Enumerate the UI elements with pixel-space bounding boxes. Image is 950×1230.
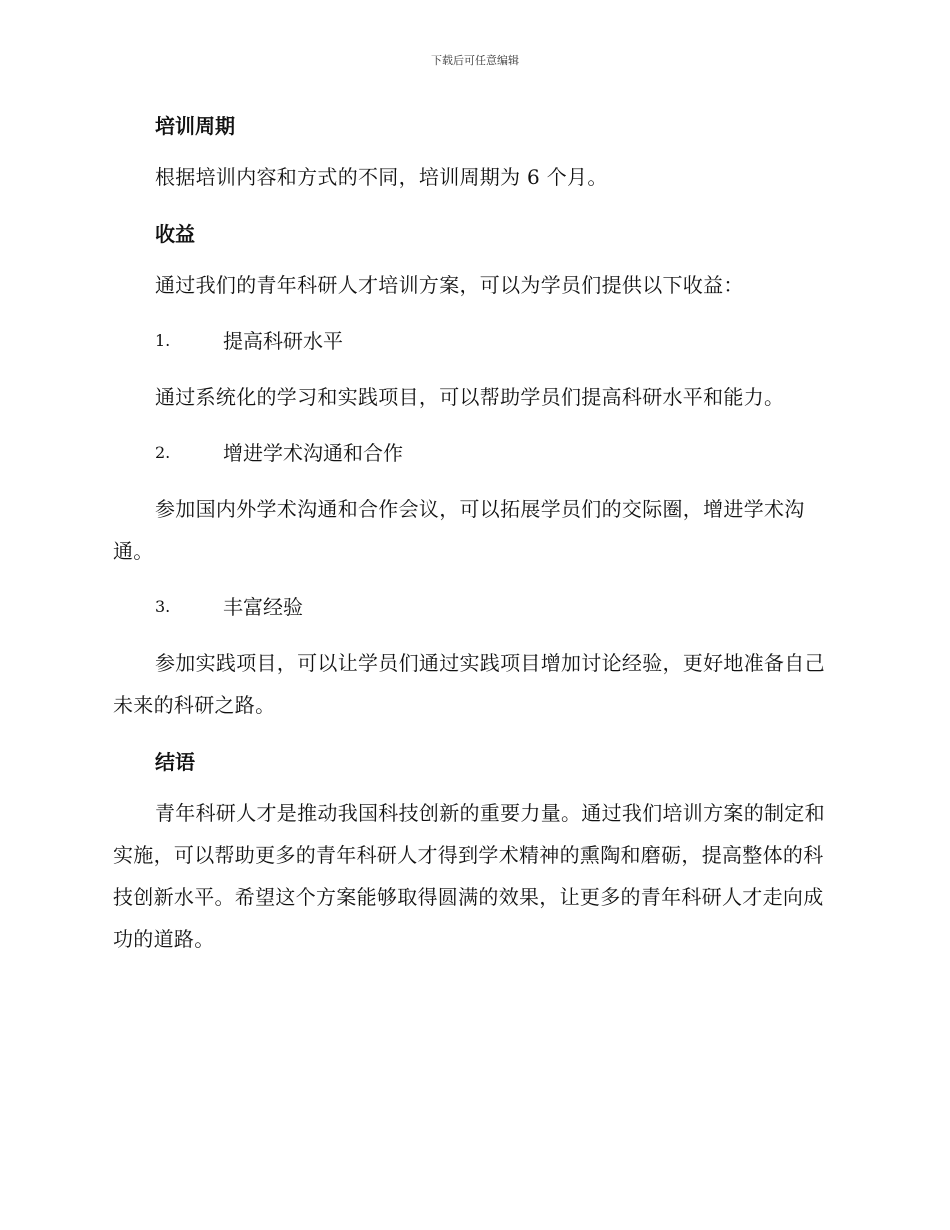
list-item	[113, 432, 831, 474]
document-body	[113, 110, 831, 960]
list-item-description: 参加实践项目，可以让学员们通过实践项目增加讨论经验，更好地准备自己未来的科研之路。	[113, 651, 825, 717]
list-item-label: 提高科研水平	[223, 329, 343, 353]
list-item-description: 通过系统化的学习和实践项目，可以帮助学员们提高科研水平和能力。	[155, 385, 785, 409]
list-item	[113, 586, 831, 628]
list-item-number: 2.	[155, 443, 171, 462]
benefits-intro-paragraph: 通过我们的青年科研人才培训方案，可以为学员们提供以下收益：	[155, 273, 744, 297]
list-item-number: 3.	[155, 597, 171, 616]
section-title-conclusion: 结语	[155, 750, 195, 774]
list-item-number: 1.	[155, 331, 171, 350]
period-paragraph: 根据培训内容和方式的不同，培训周期为 6 个月。	[155, 165, 608, 189]
list-item-label: 丰富经验	[223, 595, 303, 619]
conclusion-paragraph: 青年科研人才是推动我国科技创新的重要力量。通过我们培训方案的制定和实施，可以帮助更多的青年科研人才得到学术精神的熏陶和磨砺，提高整体的科技创新水平。希望这个方案能够取得圆满的效果，让更多的青年科研人才走向成功的道路。	[113, 801, 825, 951]
section-title-period: 培训周期	[155, 114, 235, 138]
page-header: 下载后可任意编辑	[431, 54, 519, 67]
list-item-label: 增进学术沟通和合作	[223, 441, 403, 465]
section-title-benefits: 收益	[155, 222, 195, 246]
list-item-description: 参加国内外学术沟通和合作会议，可以拓展学员们的交际圈，增进学术沟通。	[113, 497, 805, 563]
list-item	[113, 320, 831, 362]
